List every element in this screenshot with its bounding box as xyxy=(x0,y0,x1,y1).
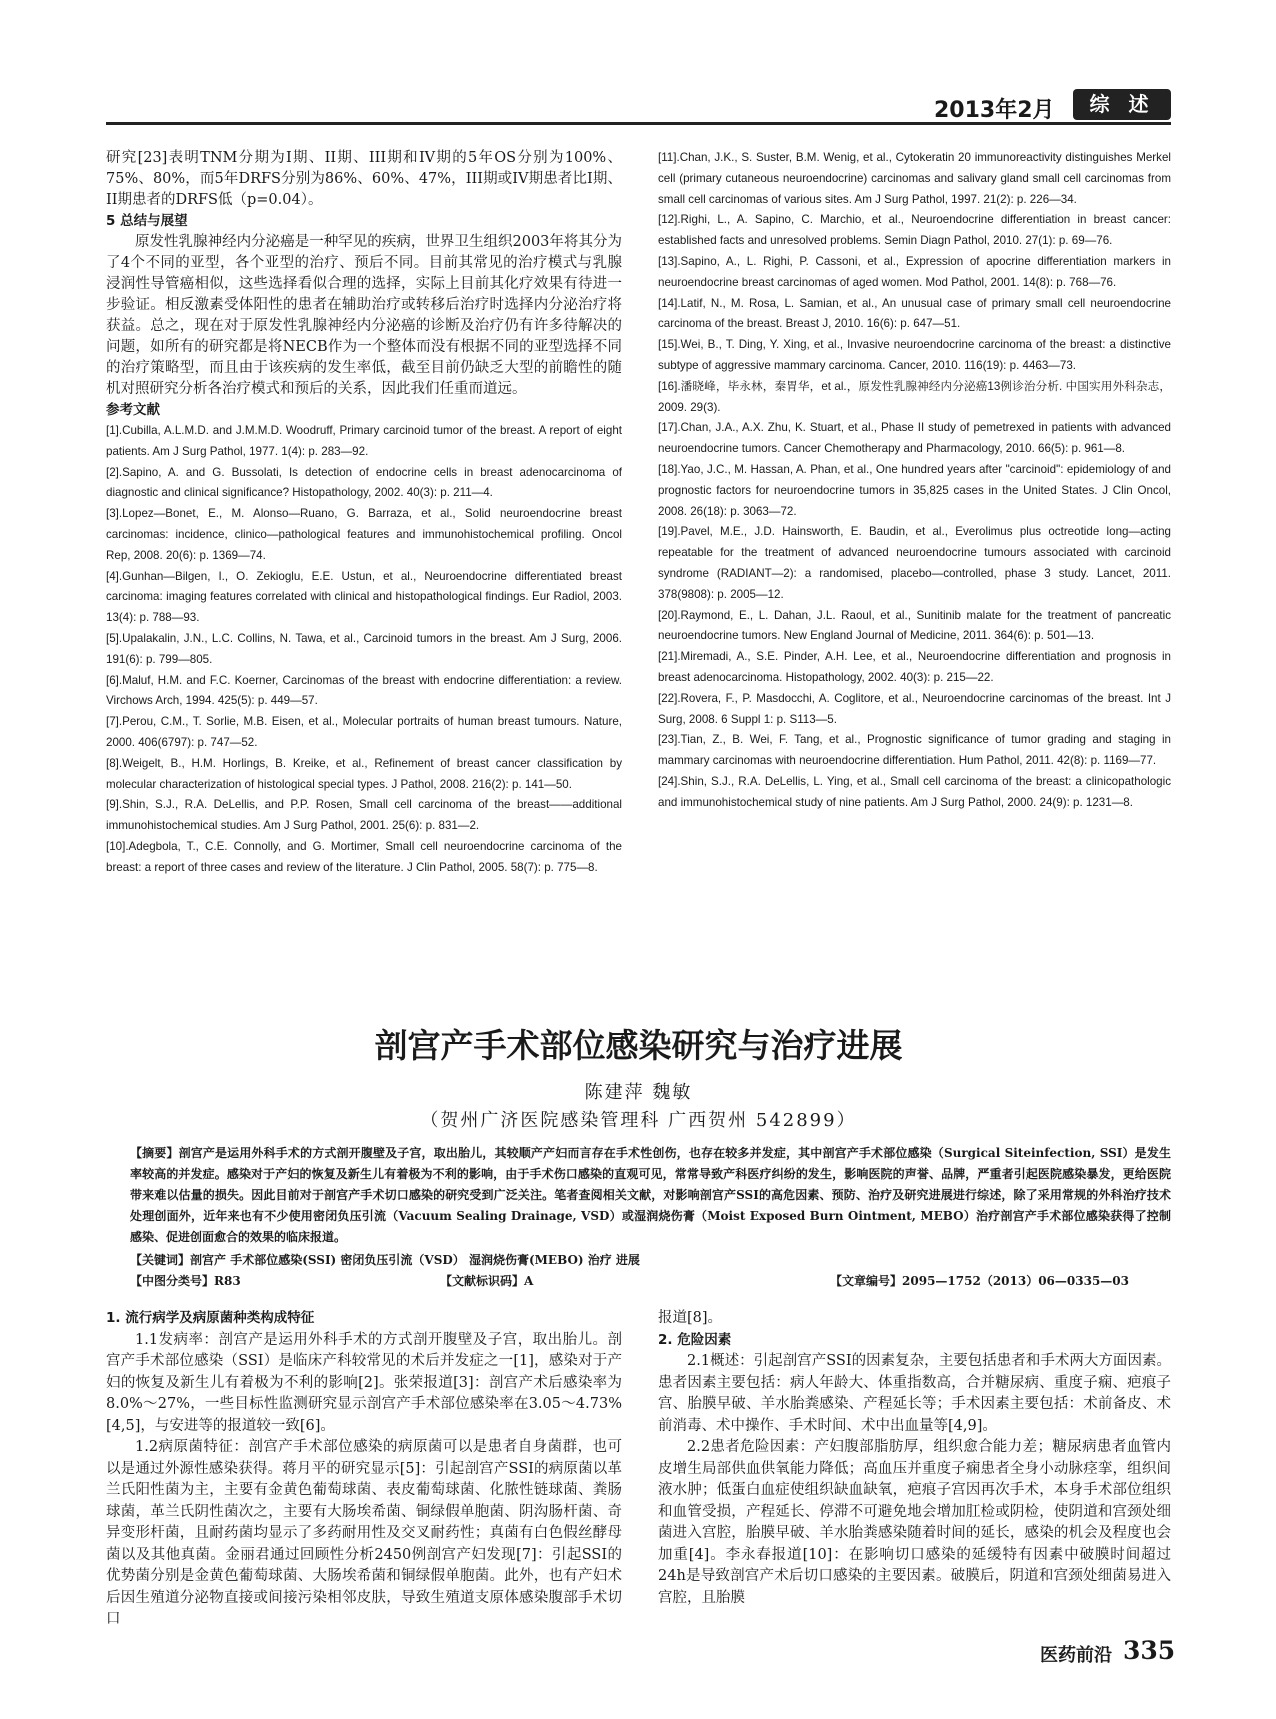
article-title: 剖宫产手术部位感染研究与治疗进展 xyxy=(374,1026,903,1065)
abstract-text: 剖宫产是运用外科手术的方式剖开腹壁及子宫，取出胎儿，其较顺产产妇而言存在手术性创伤，也存在较多并发症，其中剖宫产手术部位感染（Surgical Siteinfection, SSI）是发生率较高的并发症。感染对于产妇的恢复及新生儿有着极为不利的影响，由于手术伤口感染的直观可见，常常导致产科医疗纠纷的发生，影响医院的声誉、品牌，严重者引起医院感染暴发，更给医院带来难以估量的损失。因此目前对于剖宫产手术切口感染的研究受到广泛关注。笔者查阅相关文献，对影响剖宫产SSI的高危因素、预防、治疗及研究进展进行综述，除了采用常规的外科治疗技术处理创面外，近年来也有不少使用密闭负压引流（Vacuum Sealing Drainage, VSD）或湿润烧伤膏（Moist Exposed Burn Ointment, MEBO）治疗剖宫产手术部位感染获得了控制感染、促进创面愈合的效果的临床报道。 xyxy=(130,1146,1171,1244)
article-body-right xyxy=(658,1308,1171,1609)
body-paragraph: 2.1概述：引起剖宫产SSI的因素复杂，主要包括患者和手术两大方面因素。患者因素主要包括：病人年龄大、体重指数高，合并糖尿病、重度子痫、疤痕子宫、胎膜早破、羊水胎粪感染、产程延长等；手术因素主要包括：术前备皮、术前消毒、术中操作、手术时间、术中出血量等[4,9]。 xyxy=(658,1353,1171,1434)
reference-item: [22].Rovera, F., P. Masdocchi, A. Coglitore, et al., Neuroendocrine carcinomas of the breast. Int J Surg, 2008. 6 Suppl 1: p. S113—5. xyxy=(658,691,1171,726)
body-paragraph: 2.2患者危险因素：产妇腹部脂肪厚，组织愈合能力差；糖尿病患者血管内皮增生局部供血供氧能力降低；高血压并重度子痫患者全身小动脉痉挛，组织间液水肿；低蛋白血症使组织缺血缺氧，疤痕子宫因再次手术，本身手术部位组织和血管受损，产程延长、停滞不可避免地会增加肛检或阴检，使阴道和宫颈处细菌进入宫腔，胎膜早破、羊水胎粪感染随着时间的延长，感染的机会及程度也会加重[4]。李永春报道[10]：在影响切口感染的延缓特有因素中破膜时间超过24h是导致剖宫产术后切口感染的主要因素。破膜后，阴道和宫颈处细菌易进入宫腔，且胎膜 xyxy=(658,1439,1171,1606)
reference-item: [19].Pavel, M.E., J.D. Hainsworth, E. Baudin, et al., Everolimus plus octreotide long—acting repeatable for the treatment of advanced neuroendocrine tumours associated with carcinoid syndrome (RADIANT—2): a randomised, placebo—controlled, phase 3 study. Lancet, 2011. 378(9808): p. 2005—12. xyxy=(658,525,1171,601)
reference-item: [20].Raymond, E., L. Dahan, J.L. Raoul, et al., Sunitinib malate for the treatment of pancreatic neuroendocrine tumors. New England Journal of Medicine, 2011. 364(6): p. 501—13. xyxy=(658,608,1171,643)
clc-value: R83 xyxy=(214,1274,241,1288)
summary-paragraph: 原发性乳腺神经内分泌癌是一种罕见的疾病，世界卫生组织2003年将其分为了4个不同的亚型，各个亚型的治疗、预后不同。目前其常见的治疗模式与乳腺浸润性导管癌相似，这些选择看似合理的选择，实际上目前其化疗效果有待进一步验证。相反激素受体阳性的患者在辅助治疗或转移后治疗时选择内分泌治疗将获益。总之，现在对于原发性乳腺神经内分泌癌的诊断及治疗仍有许多待解决的问题，如所有的研究都是将NECB作为一个整体而没有根据不同的亚型选择不同的治疗策略型，而且由于该疾病的发生率低，截至目前仍缺乏大型的前瞻性的随机对照研究分析各治疗模式和预后的关系，因此我们任重而道远。 xyxy=(106,234,622,397)
reference-item: [5].Upalakalin, J.N., L.C. Collins, N. Tawa, et al., Carcinoid tumors in the breast. Am J Surg, 2006. 191(6): p. 799—805. xyxy=(106,631,622,666)
reference-list-right xyxy=(658,148,1171,814)
article-body-left xyxy=(106,1308,622,1631)
section-heading: 5 总结与展望 xyxy=(106,213,188,229)
article-number-value: 2095—1752（2013）06—0335—03 xyxy=(902,1274,1130,1288)
body-paragraph: 报道[8]。 xyxy=(658,1310,723,1326)
reference-item: [24].Shin, S.J., R.A. DeLellis, L. Ying, et al., Small cell carcinoma of the breast: a clinicopathologic and immunohistochemical study of nine patients. Am J Surg Pathol, 2000. 24(9): p. 1231—8. xyxy=(658,774,1171,809)
reference-item: [2].Sapino, A. and G. Bussolati, Is detection of endocrine cells in breast adenocarcinoma of diagnostic and clinical significance? Histopathology, 2002. 40(3): p. 211—4. xyxy=(106,465,622,500)
page-number: 335 xyxy=(1123,1636,1176,1665)
reference-item: [14].Latif, N., M. Rosa, L. Samian, et al., An unusual case of primary small cell neuroendocrine carcinoma of the breast. Breast J, 2010. 16(6): p. 647—51. xyxy=(658,296,1171,331)
reference-item: [13].Sapino, A., L. Righi, P. Cassoni, et al., Expression of apocrine differentiation markers in neuroendocrine breast carcinomas of aged women. Mod Pathol, 2001. 14(8): p. 768—76. xyxy=(658,254,1171,289)
reference-list-left xyxy=(106,421,622,879)
keywords-text: 剖宫产 手术部位感染(SSI) 密闭负压引流（VSD） 湿润烧伤膏(MEBO) 治疗 进展 xyxy=(190,1253,640,1267)
references-heading: 参考文献 xyxy=(106,402,160,418)
reference-item: [23].Tian, Z., B. Wei, F. Tang, et al., Prognostic significance of tumor grading and staging in mammary carcinomas with neuroendocrine differentiation. Hum Pathol, 2011. 42(8): p. 1169—77. xyxy=(658,733,1171,768)
right-column xyxy=(658,148,1171,814)
reference-item: [7].Perou, C.M., T. Sorlie, M.B. Eisen, et al., Molecular portraits of human breast tumours. Nature, 2000. 406(6797): p. 747—52. xyxy=(106,715,622,749)
reference-item: [6].Maluf, H.M. and F.C. Koerner, Carcinomas of the breast with endocrine differentiation: a review. Virchows Arch, 1994. 425(5): p. 449—57. xyxy=(106,673,622,708)
article-number-label: 【文章编号】 xyxy=(830,1274,903,1288)
abstract-label: 【摘要】 xyxy=(130,1146,179,1160)
doc-code-value: A xyxy=(524,1274,534,1288)
body-paragraph: 1.1发病率：剖宫产是运用外科手术的方式剖开腹壁及子宫，取出胎儿。剖宫产手术部位感染（SSI）是临床产科较常见的术后并发症之一[1]，感染对于产妇的恢复及新生儿有着极为不利的影响[2]。张荣报道[3]：剖宫产术后感染率为8.0%～27%，一些目标性监测研究显示剖宫产手术部位感染率在3.05～4.73%[4,5]，与安进等的报道较一致[6]。 xyxy=(106,1331,622,1434)
reference-item: [11].Chan, J.K., S. Suster, B.M. Wenig, et al., Cytokeratin 20 immunoreactivity distinguishes Merkel cell (primary cutaneous neuroendocrine) carcinomas and salivary gland small cell carcinomas from small cell carcinomas of various sites. Am J Surg Pathol, 1997. 21(2): p. 226—34. xyxy=(658,151,1171,206)
clc-number xyxy=(130,1272,241,1289)
body-heading-2: 2. 危险因素 xyxy=(658,1331,732,1348)
keywords xyxy=(130,1250,1171,1270)
intro-paragraph: 研究[23]表明TNM分期为I期、II期、III期和IV期的5年OS分别为100%、75%、80%，而5年DRFS分别为86%、60%、47%，III期或IV期患者比I期、II期患者的DRFS低（p=0.04）。 xyxy=(106,150,622,208)
article-number xyxy=(830,1272,1129,1289)
reference-item: [18].Yao, J.C., M. Hassan, A. Phan, et al., One hundred years after "carcinoid": epidemiology of and prognostic factors for neuroendocrine tumors in 35,825 cases in the United States. J Clin Oncol, 2008. 26(18): p. 3063—72. xyxy=(658,462,1171,518)
reference-item: [15].Wei, B., T. Ding, Y. Xing, et al., Invasive neuroendocrine carcinoma of the breast: a distinctive subtype of aggressive mammary carcinoma. Cancer, 2010. 116(19): p. 4463—73. xyxy=(658,338,1171,372)
body-heading-1: 1. 流行病学及病原菌种类构成特征 xyxy=(106,1310,315,1326)
section-tag: 综 述 xyxy=(1073,89,1171,120)
reference-item: [9].Shin, S.J., R.A. DeLellis, and P.P. Rosen, Small cell carcinoma of the breast——additional immunohistochemical studies. Am J Surg Pathol, 2001. 25(6): p. 831—2. xyxy=(106,798,622,833)
reference-item: [17].Chan, J.A., A.X. Zhu, K. Stuart, et al., Phase II study of pemetrexed in patients with advanced neuroendocrine tumors. Cancer Chemotherapy and Pharmacology, 2010. 66(5): p. 961—8. xyxy=(658,421,1171,456)
keywords-label: 【关键词】 xyxy=(130,1253,191,1267)
left-column xyxy=(106,148,622,879)
reference-item: [8].Weigelt, B., H.M. Horlings, B. Kreike, et al., Refinement of breast cancer classification by molecular characterization of histological special types. J Pathol, 2008. 216(2): p. 141—50. xyxy=(106,756,622,791)
reference-item: [1].Cubilla, A.L.M.D. and J.M.M.D. Woodruff, Primary carcinoid tumor of the breast. A report of eight patients. Am J Surg Pathol, 1977. 1(4): p. 283—92. xyxy=(106,424,622,458)
header-rule xyxy=(106,122,1171,125)
header-date: 2013年2月 xyxy=(934,98,1055,123)
clc-label: 【中图分类号】 xyxy=(130,1274,215,1288)
abstract xyxy=(130,1143,1171,1248)
reference-item: [21].Miremadi, A., S.E. Pinder, A.H. Lee, et al., Neuroendocrine differentiation and prognosis in breast adenocarcinoma. Histopathology, 2002. 40(3): p. 215—22. xyxy=(658,650,1171,684)
body-paragraph: 1.2病原菌特征：剖宫产手术部位感染的病原菌可以是患者自身菌群，也可以是通过外源性感染获得。蒋月平的研究显示[5]：引起剖宫产SSI的病原菌以革兰氏阳性菌为主，主要有金黄色葡萄球菌、表皮葡萄球菌、化脓性链球菌、粪肠球菌，革兰氏阴性菌次之，主要有大肠埃希菌、铜绿假单胞菌、阴沟肠杆菌、奇异变形杆菌，且耐药菌均显示了多药耐用性及交叉耐药性；真菌有白色假丝酵母菌以及其他真菌。金丽君通过回顾性分析2450例剖宫产妇发现[7]：引起SSI的优势菌分别是金黄色葡萄球菌、大肠埃希菌和铜绿假单胞菌。此外，也有产妇术后因生殖道分泌物直接或间接污染相邻皮肤，导致生殖道支原体感染腹部手术切口 xyxy=(106,1439,622,1627)
doc-code-label: 【文献标识码】 xyxy=(440,1274,525,1288)
reference-item: [12].Righi, L., A. Sapino, C. Marchio, et al., Neuroendocrine differentiation in breast cancer: established facts and unresolved problems. Semin Diagn Pathol, 2010. 27(1): p. 69—76. xyxy=(658,213,1171,248)
reference-item: [10].Adegbola, T., C.E. Connolly, and G. Mortimer, Small cell neuroendocrine carcinoma of the breast: a report of three cases and review of the literature. J Clin Pathol, 2005. 58(7): p. 775—8. xyxy=(106,839,622,874)
doc-code xyxy=(440,1272,533,1289)
reference-item: [3].Lopez—Bonet, E., M. Alonso—Ruano, G. Barraza, et al., Solid neuroendocrine breast carcinomas: incidence, clinico—pathological features and immunohistochemical profiling. Oncol Rep, 2008. 20(6): p. 1369—74. xyxy=(106,507,622,562)
article-affiliation: （贺州广济医院感染管理科 广西贺州 542899） xyxy=(420,1110,857,1131)
footer-journal-name: 医药前沿 xyxy=(1040,1645,1112,1666)
article-authors: 陈建萍 魏敏 xyxy=(584,1082,693,1103)
reference-item: [16].潘晓峰，毕永林，秦胃华，et al.，原发性乳腺神经内分泌癌13例诊治分析. 中国实用外科杂志，2009. 29(3). xyxy=(658,379,1171,414)
reference-item: [4].Gunhan—Bilgen, I., O. Zekioglu, E.E. Ustun, et al., Neuroendocrine differentiated breast carcinoma: imaging features correlated with clinical and histopathological findings. Eur Radiol, 2003. 13(4): p. 788—93. xyxy=(106,569,622,625)
